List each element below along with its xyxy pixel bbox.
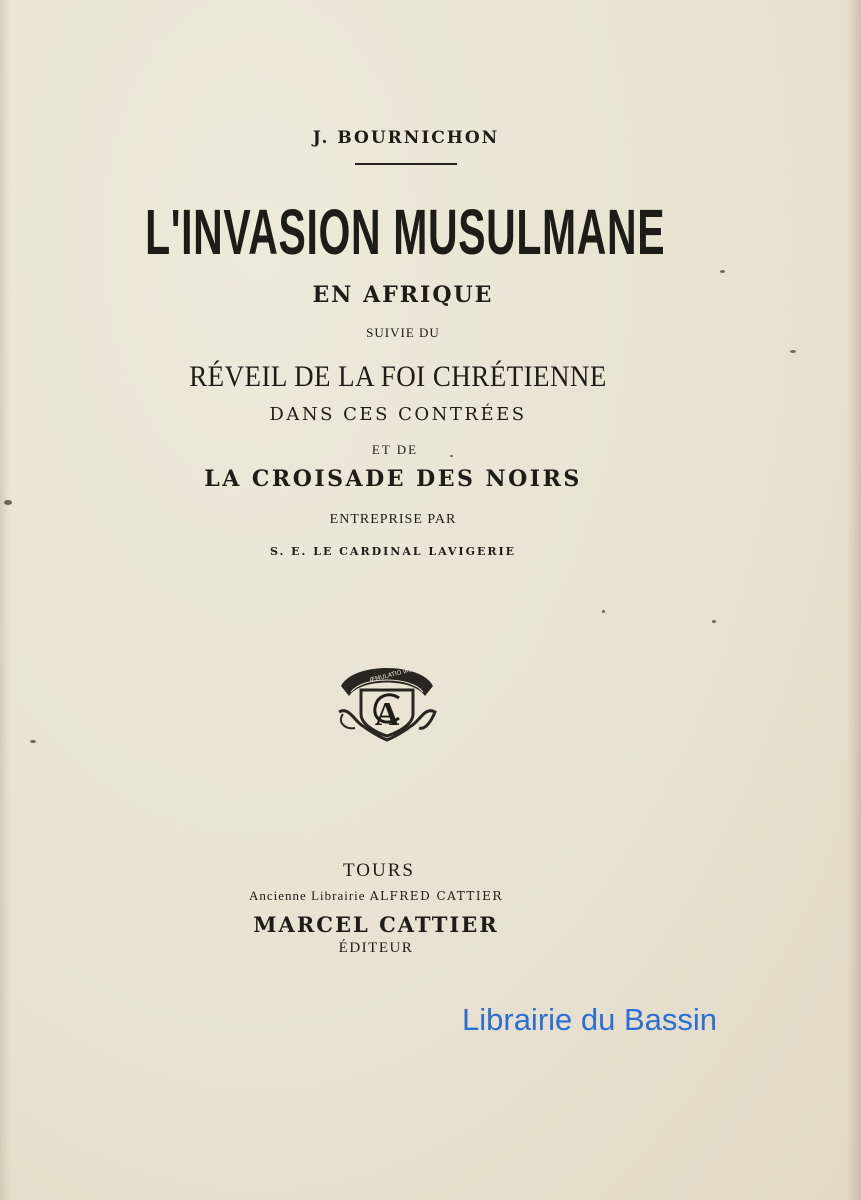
subtitle-reveil: RÉVEIL DE LA FOI CHRÉTIENNE [189, 360, 607, 393]
publication-city: TOURS [343, 860, 415, 881]
author-name: J. BOURNICHON [312, 128, 500, 148]
former-publisher-line [0, 888, 752, 904]
publisher-name: MARCEL CATTIER [253, 912, 499, 937]
book-title: L'INVASION MUSULMANE [145, 196, 666, 268]
publisher-role: ÉDITEUR [338, 940, 414, 956]
paper-speck [4, 500, 12, 505]
subtitle-connector-suivie: SUIVIE DU [366, 325, 440, 340]
subtitle-connector-et-de: ET DE [371, 442, 419, 457]
paper-speck [450, 455, 453, 457]
former-publisher-prefix: Ancienne Librairie [249, 888, 366, 903]
svg-text:A: A [374, 696, 400, 733]
patron-name: S. E. LE CARDINAL LAVIGERIE [269, 545, 517, 558]
emblem-motto-left: ÆMULATIO IMPAR [368, 664, 422, 684]
subtitle-contrees: DANS CES CONTRÉES [269, 404, 527, 425]
author-divider [355, 163, 457, 165]
paper-speck [30, 740, 36, 743]
page-right-edge [847, 0, 861, 1200]
paper-speck [602, 610, 605, 613]
bookseller-watermark: Librairie du Bassin [462, 1002, 718, 1037]
subtitle-en-afrique: EN AFRIQUE [312, 282, 494, 308]
publisher-monogram-emblem-icon [333, 656, 441, 744]
subtitle-connector-entreprise: ENTREPRISE PAR [329, 512, 457, 527]
page-left-edge [0, 0, 10, 1200]
paper-speck [720, 270, 725, 273]
subtitle-croisade: LA CROISADE DES NOIRS [204, 466, 582, 492]
former-publisher-name: ALFRED CATTIER [369, 889, 503, 903]
paper-speck [790, 350, 796, 353]
paper-speck [712, 620, 716, 623]
